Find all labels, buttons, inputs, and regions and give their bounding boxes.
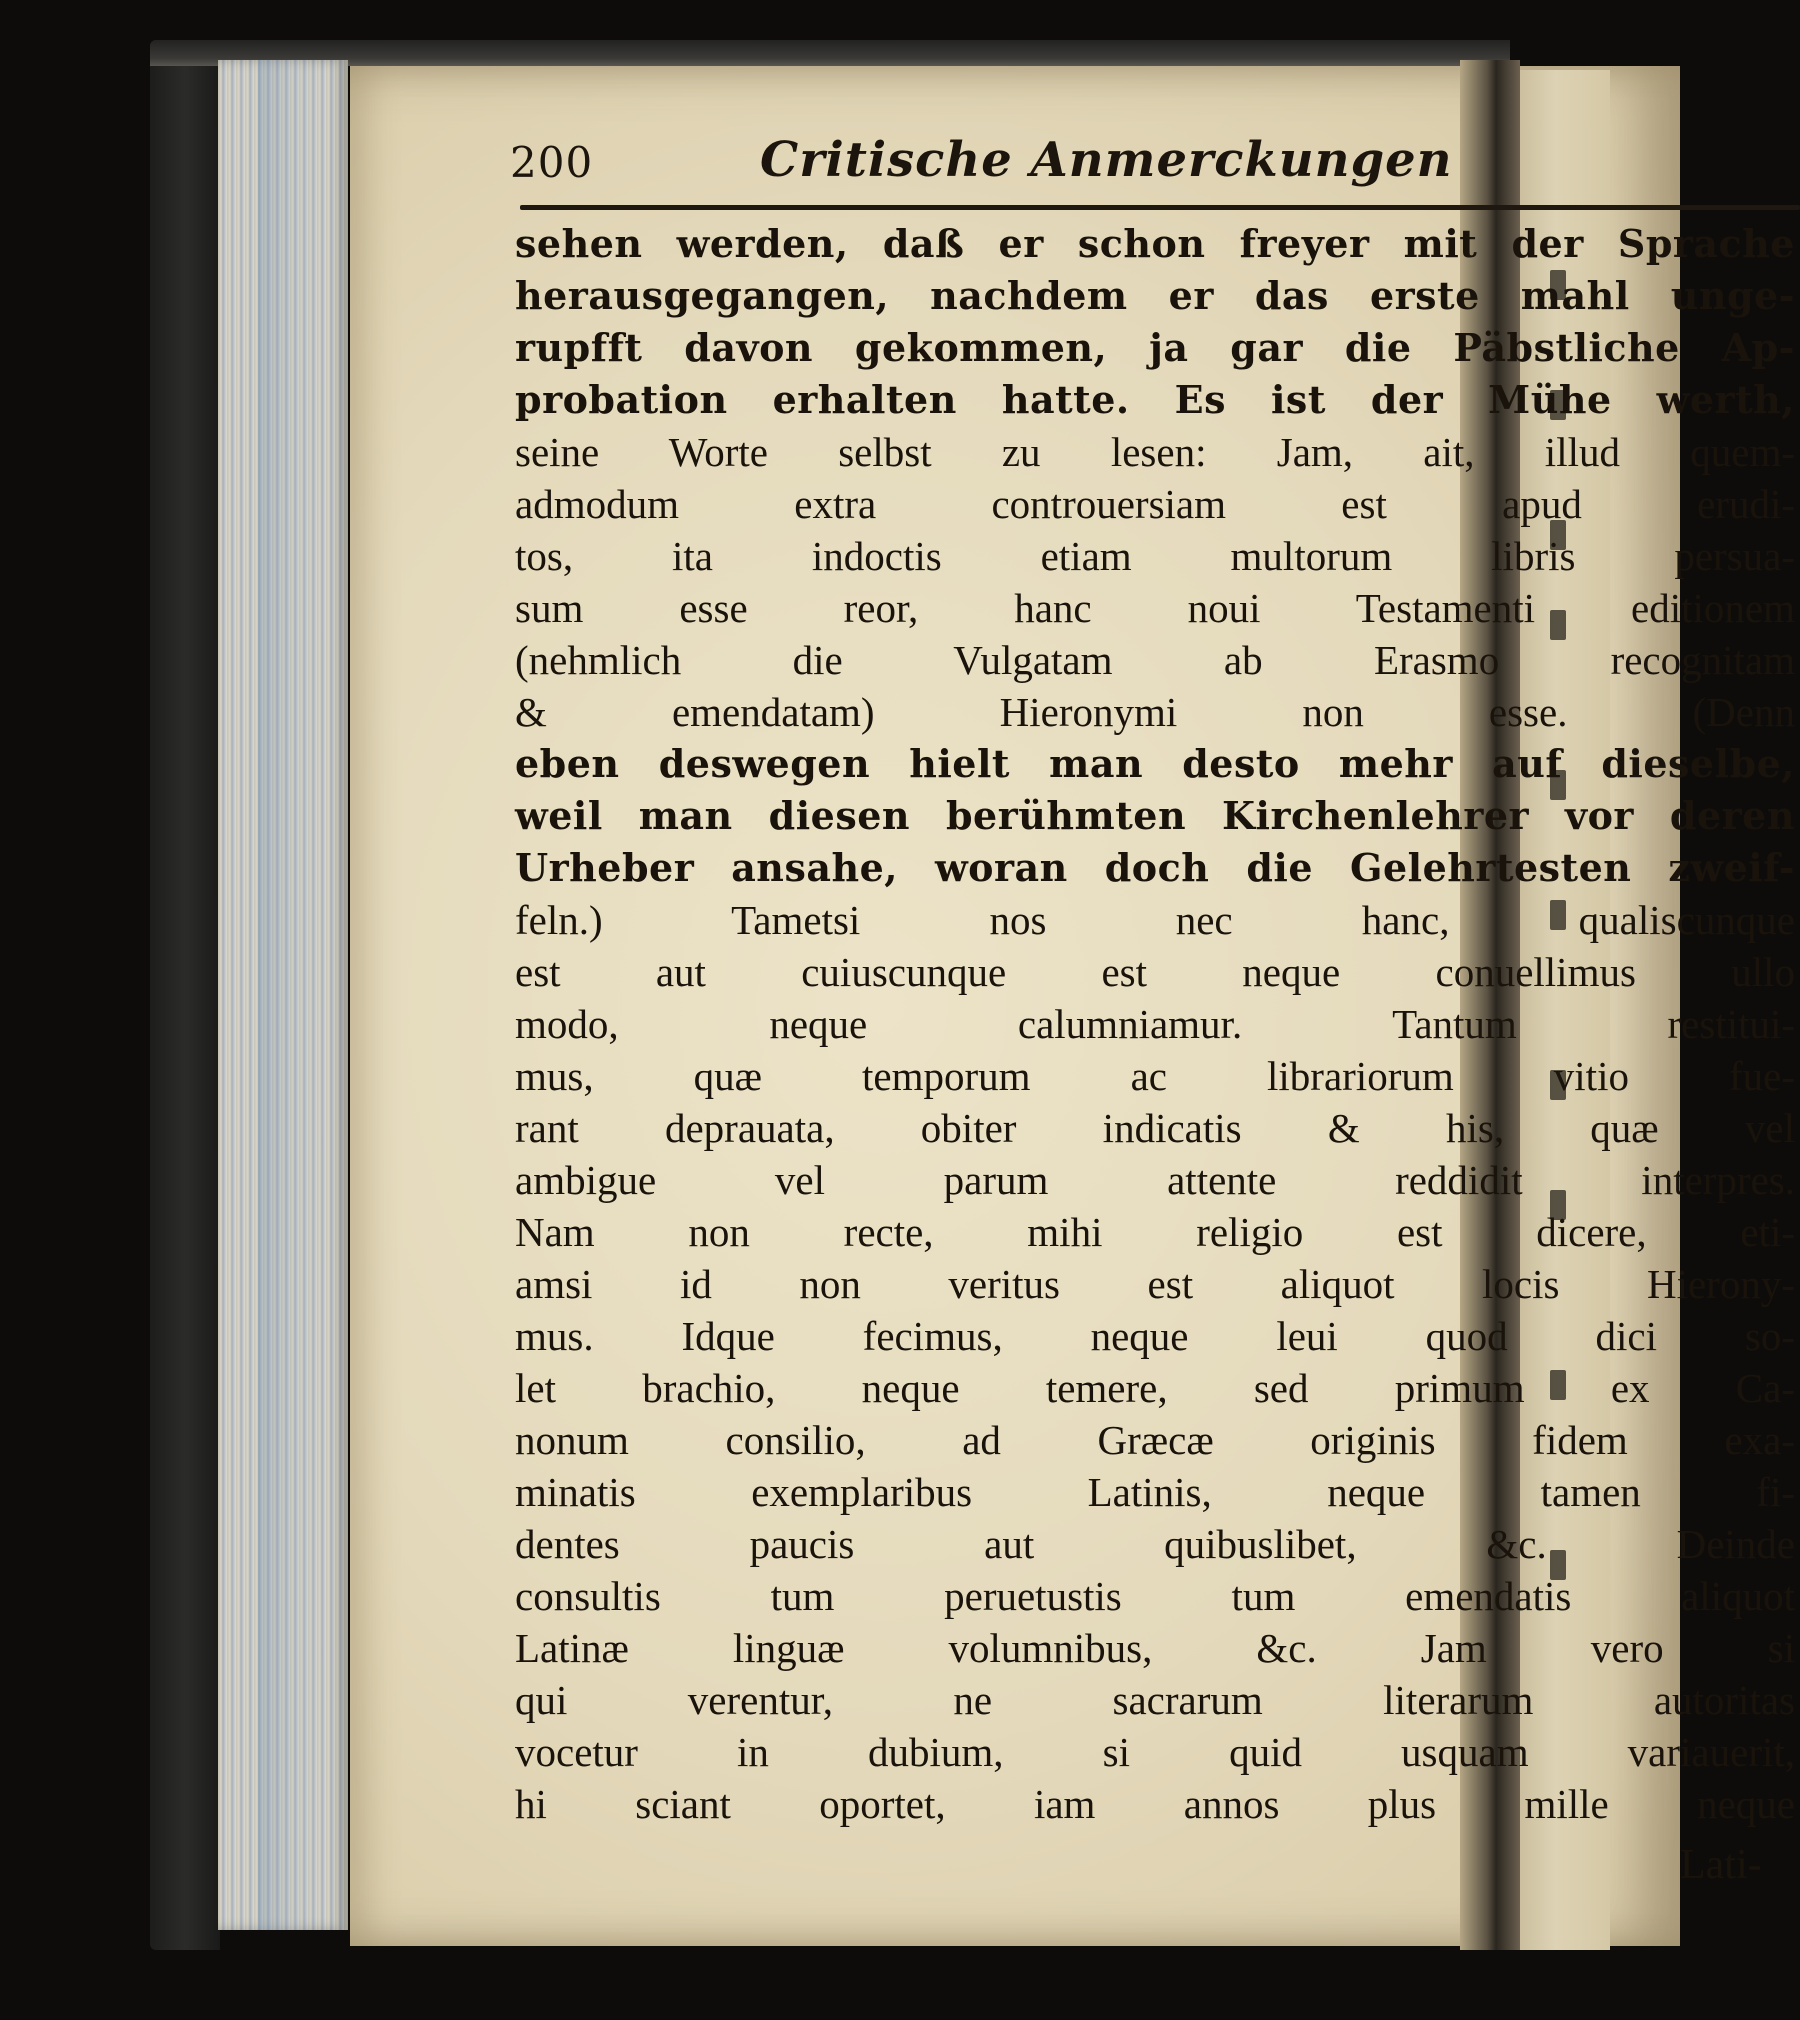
body-text (515, 218, 1795, 1830)
catchword: Lati- (1680, 1842, 1762, 1888)
text-line: & emendatam) Hieronymi non esse. (Denn (515, 689, 1795, 735)
text-line: admodum extra controuersiam est apud erudi- (515, 481, 1795, 527)
text-line: est aut cuiuscunque est neque conuellimus ullo (515, 949, 1795, 995)
text-line: modo, neque calumniamur. Tantum restitui- (515, 1001, 1795, 1047)
text-line: Urheber ansahe, woran doch die Gelehrtesten zweif- (515, 845, 1795, 890)
text-line: let brachio, neque temere, sed primum ex Ca- (515, 1365, 1795, 1411)
text-line: dentes paucis aut quibuslibet, &c. Deinde (515, 1521, 1795, 1567)
text-line: seine Worte selbst zu lesen: Jam, ait, illud quem- (515, 429, 1795, 475)
book-cover-left (150, 40, 220, 1950)
text-line: mus. Idque fecimus, neque leui quod dici so- (515, 1313, 1795, 1359)
text-line: hi sciant oportet, iam annos plus mille neque (515, 1781, 1795, 1827)
text-line: qui verentur, ne sacrarum literarum autoritas (515, 1677, 1795, 1723)
text-line: eben deswegen hielt man desto mehr auf dieselbe, (515, 741, 1795, 786)
text-line: rupfft davon gekommen, ja gar die Päbstliche Ap- (515, 325, 1795, 370)
text-line: weil man diesen berühmten Kirchenlehrer vor deren (515, 793, 1795, 838)
page-header (310, 132, 1490, 198)
text-line: sehen werden, daß er schon freyer mit der Sprache (515, 221, 1795, 266)
running-head: Critische Anmerckungen (760, 132, 1453, 188)
text-line: Latinæ linguæ volumnibus, &c. Jam vero si (515, 1625, 1795, 1671)
text-line: probation erhalten hatte. Es ist der Mühe werth, (515, 377, 1795, 422)
book-cover-top (150, 40, 1510, 66)
text-line: tos, ita indoctis etiam multorum libris persua- (515, 533, 1795, 579)
text-line: Nam non recte, mihi religio est dicere, eti- (515, 1209, 1795, 1255)
text-line: herausgegangen, nachdem er das erste mahl unge- (515, 273, 1795, 318)
text-line: minatis exemplaribus Latinis, neque tamen fi- (515, 1469, 1795, 1515)
page-number: 200 (510, 138, 594, 187)
text-line: mus, quæ temporum ac librariorum vitio fue- (515, 1053, 1795, 1099)
page-edges (218, 60, 348, 1930)
text-line: consultis tum peruetustis tum emendatis aliquot (515, 1573, 1795, 1619)
text-line: nonum consilio, ad Græcæ originis fidem exa- (515, 1417, 1795, 1463)
text-line: (nehmlich die Vulgatam ab Erasmo recognitam (515, 637, 1795, 683)
text-line: vocetur in dubium, si quid usquam variauerit, (515, 1729, 1795, 1775)
text-line: amsi id non veritus est aliquot locis Hierony- (515, 1261, 1795, 1307)
text-line: ambigue vel parum attente reddidit interpres. (515, 1157, 1795, 1203)
header-rule (520, 205, 1800, 210)
text-line: sum esse reor, hanc noui Testamenti editionem (515, 585, 1795, 631)
text-line: rant deprauata, obiter indicatis & his, quæ vel (515, 1105, 1795, 1151)
text-line: feln.) Tametsi nos nec hanc, qualiscunque (515, 897, 1795, 943)
